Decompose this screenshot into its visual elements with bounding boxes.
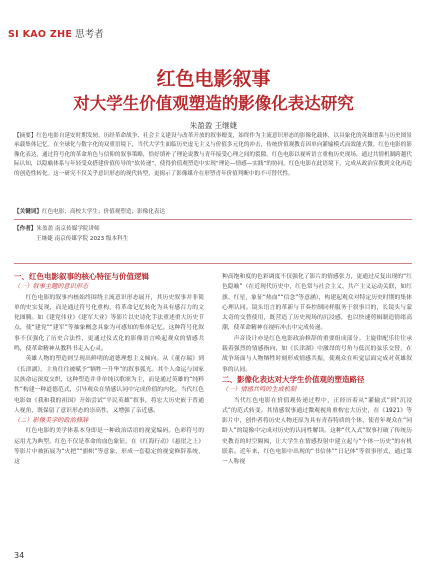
keywords-label: 【关键词】 xyxy=(14,209,42,215)
divider-top xyxy=(14,219,412,220)
column-name: 思考者 xyxy=(75,29,104,40)
divider-bottom xyxy=(14,263,412,264)
subsection-heading-2: （二）影像美学的政治修辞 xyxy=(14,417,89,425)
keywords xyxy=(14,207,412,215)
body-paragraph: 英雄人物的塑造则呈现出鲜明的道德理想主义倾向。从《董存瑞》到《长津湖》，主角往往被赋予“牺牲一升华”的叙事弧光。其个人命运与国家民族命运深度交织，这种塑造并非单纯以歌颂为主，而是通过英雄的“纯粹性”构建一种道德范式，引导观众在情感认同中完成价值的内化。当代红色电影如《我和我的祖国》开始尝试“平民英雄”叙事，将宏大历史嵌于普通人视角，既保留了意识形态的崇高性，又增强了亲近感。 xyxy=(14,356,204,414)
right-column xyxy=(222,272,412,547)
subsection-heading-1: （一）叙事主题的意识形态 xyxy=(14,283,89,291)
author-line2: 王继婕 南京传媒学院 2023 级本科生 xyxy=(36,235,129,242)
column-tag: SI KAO ZHE xyxy=(8,29,73,40)
author-label: 【作者】 xyxy=(14,226,37,232)
body-paragraph: 红色电影的叙事内核始终围绕主流意识形态展开，其历史叙事并非简单的史实复现，而是通过符号化重构，将革命记忆转化为具有感召力的文化图腾。如《建党伟业》《建军大业》等影片以史诗化手法重述重大历史节点，使“建党”“建军”等抽象概念具象为可感知的集体记忆。这种符号化叙事不仅强化了历史合法性，更通过仪式化的影像语言唤起观众的情感共鸣，使革命精神从教科书走入心灵。 xyxy=(14,294,204,353)
article-title-line1: 红色电影叙事 xyxy=(156,68,271,90)
article-authors: 朱盈盈 王继婕 xyxy=(189,121,238,130)
body-paragraph: 红色电影的美学体系本身即是一种政治话语的视觉编码。色彩符号的运用尤为典型。红色不仅是革命的血色象征，在《红海行动》《悬崖之上》等影片中被拓展为“火把”“旗帜”等意象，形成一套稳定的视觉修辞系统，这 xyxy=(14,428,204,466)
subsection-heading-3: （一）情感共鸣的生成机制 xyxy=(222,386,297,394)
page-number: 34 xyxy=(14,551,25,560)
author-line1: 朱盈盈 南京传媒学院讲师 xyxy=(36,226,100,232)
section-heading-1: 一、红色电影叙事的核心特征与价值逻辑 xyxy=(14,272,149,281)
body-paragraph: 当代红色电影在价值观传递过程中，正经历着从“灌输式”到“沉浸式”的范式转变。其情感叙事通过微观视角重构宏大历史，在《1921》等影片中，创作者将历史人物还原为具有青春特质的个体，使青年观众在“同龄人”的镜像中完成对历史的认同性解读。这种“代入式”叙事打破了传统历史教育的时空隔阂，让大学生在情感投射中建立起与“个体一历史”的有机联系。近年来，红色电影中出现的“书信体”“日记体”等叙事形式，通过第一人称视 xyxy=(222,397,412,466)
keywords-text: 红色电影；高校大学生；价值观塑造；影像化表达 xyxy=(41,209,166,215)
page-header xyxy=(8,22,104,41)
author-info xyxy=(14,225,412,244)
body-paragraph: 声音设计亦是红色电影政治修辞的重要组成部分。主旋律配乐往往承载着强烈的情感指向，如《长津湖》中激昂的号角与低沉的弦乐交替，在战争场面与人物牺牲时刻形成情感共振，使观众在听觉层面完成对英雄叙事的认同。 xyxy=(222,335,412,373)
body-paragraph: 种高饱和度的色彩调度不仅强化了影片的情感张力，更通过反复出现的“红色隐喻”（在近现代历史中，红色常与社会主义、共产主义运动关联，如红旗、红星，象征“热血”“信念”等意涵），构建起观众对特定历史时期的集体心理认同。镜头语言的革新与节奏控制同样服务于叙事目的，长镜头与蒙太奇的交替使用，既营造了历史现场的沉浸感，也以快速剪辑制造情绪高潮，使革命精神在视听冲击中完成传递。 xyxy=(222,274,412,332)
article-title-line2: 对大学生价值观塑造的影像化表达研究 xyxy=(73,94,354,113)
abstract: 【摘要】红色电影自延安时期发轫，历经革命战争、社会主义建设与改革开放的叙事嬗变，始终作为主流意识形态的影像化载体，以具象化的英雄谱系与历史图景承载集体记忆。在全球化与数字化的双重语境下，当代大学生面临历史虚无主义与价值多元化的冲击，传统价值观教育因单向灌输模式而效能式微。红色电影的影像化表达，通过符号化的革命角色与信仰的叙事策略，恰好填补了理论说教与青年接受心理之间的裂隙。红色电影以视听语言重构历史现场，通过共情机制跨越代际认知，以隐喻体系与年轻受众搭建价值传导的“软传递”，使得价值观塑造中实现“理论—情感—实践”的协同。红色电影在此语境下，完成从政治宣教到文化再造的创造性转化。这一研究不仅关乎意识形态的现代转型，更揭示了影像媒介在形塑青年价值判断中的不可替代性。 xyxy=(14,133,412,177)
section-heading-2: 二、影像化表达对大学生价值观的塑造路径 xyxy=(222,374,365,384)
left-column xyxy=(14,272,204,547)
